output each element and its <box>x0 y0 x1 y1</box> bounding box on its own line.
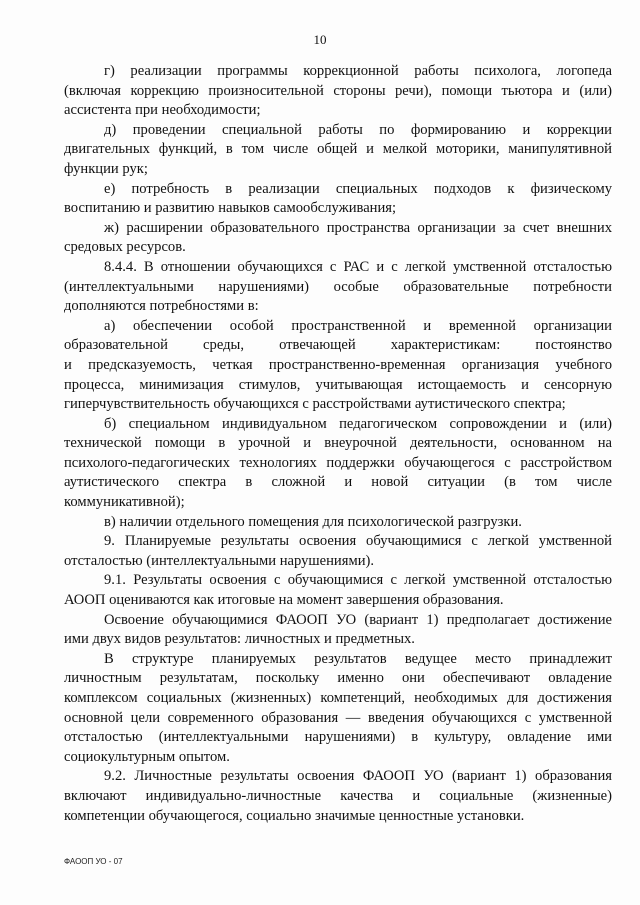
text-line: коммуникативной); <box>64 494 185 511</box>
paragraph-zh-space <box>64 219 612 258</box>
text-line: 9.2. Личностные результаты освоения ФАООП УО (вариант 1) образования <box>104 768 612 785</box>
text-line: дополняются потребностями в: <box>64 298 259 315</box>
text-line: 8.4.4. В отношении обучающихся с РАС и с легкой умственной отсталостью <box>104 258 612 275</box>
text-line: процесса, минимизация стимулов, учитывающая истощаемость и сенсорную <box>64 376 612 393</box>
text-line: 9. Планируемые результаты освоения обучающимися с легкой умственной <box>104 533 612 550</box>
text-line: ими двух видов результатов: личностных и предметных. <box>64 631 415 648</box>
text-line: (включая коррекцию произносительной стороны речи), помощи тьютора и (или) <box>64 82 612 99</box>
paragraph-g-correction <box>64 62 612 121</box>
text-line: (интеллектуальными нарушениями) особые образовательные потребности <box>64 278 612 295</box>
text-line: гиперчувствительность обучающихся с расстройствами аутистического спектра; <box>64 396 566 413</box>
paragraph-s-9-1 <box>64 571 612 610</box>
text-line: воспитанию и развитию навыков самообслуживания; <box>64 200 397 217</box>
text-line: компетенции обучающегося, социально значимые ценностные установки. <box>64 807 525 824</box>
paragraph-b-support <box>64 415 612 513</box>
page-number: 10 <box>313 32 327 47</box>
text-line: б) специальном индивидуальном педагогическом сопровождении и (или) <box>104 415 612 432</box>
paragraph-s-9-2 <box>64 767 612 826</box>
text-line: включают индивидуально-личностные качества и социальные (жизненные) <box>64 787 612 804</box>
text-line: отсталостью (интеллектуальными нарушениями). <box>64 552 375 569</box>
paragraph-structure <box>64 650 612 768</box>
paragraph-d-motor <box>64 121 612 180</box>
text-line: ж) расширении образовательного пространства организации за счет внешних <box>104 219 612 236</box>
text-line: основной цели современного образования — введения обучающихся с умственной <box>64 709 612 726</box>
text-line: ассистента при необходимости; <box>64 102 261 119</box>
text-line: средовых ресурсов. <box>64 239 186 256</box>
paragraph-mastery <box>64 611 612 650</box>
text-line: аутистического спектра в сложной и новой ситуации (в том числе <box>64 474 612 491</box>
text-line: технической помощи в урочной и внеурочной деятельности, основанном на <box>64 435 612 452</box>
text-line: в) наличии отдельного помещения для психологической разгрузки. <box>104 513 522 530</box>
text-line: двигательных функций, в том числе общей и мелкой моторики, манипулятивной <box>64 141 612 158</box>
paragraph-v-room <box>64 513 612 533</box>
text-line: психолого-педагогических технологиях поддержки обучающегося с расстройством <box>64 454 612 471</box>
document-body <box>64 62 612 826</box>
paragraph-s-9 <box>64 532 612 571</box>
text-line: социокультурным опытом. <box>64 748 230 765</box>
text-line: а) обеспечении особой пространственной и временной организации <box>104 317 612 334</box>
text-line: образовательной среды, отвечающей характеристикам: постоянство <box>64 337 612 354</box>
text-line: функции рук; <box>64 160 148 177</box>
text-line: В структуре планируемых результатов ведущее место принадлежит <box>104 650 612 667</box>
text-line: комплексом социальных (жизненных) компетенций, необходимых для достижения <box>64 690 612 706</box>
text-line: личностным результатам, поскольку именно они обеспечивают овладение <box>64 670 612 687</box>
text-line: и предсказуемость, четкая пространственно-временная организация учебного <box>64 356 612 373</box>
text-line: д) проведении специальной работы по формированию и коррекции <box>104 121 612 138</box>
text-line: е) потребность в реализации специальных подходов к физическому <box>104 180 612 197</box>
footer-code: ФАООП УО - 07 <box>64 857 123 866</box>
paragraph-e-physical <box>64 180 612 219</box>
paragraph-s-8-4-4 <box>64 258 612 317</box>
text-line: отсталостью (интеллектуальными нарушениями) в культуру, овладение ими <box>64 729 612 746</box>
paragraph-a-organization <box>64 317 612 415</box>
text-line: АООП оцениваются как итоговые на момент завершения образования. <box>64 592 504 609</box>
text-line: Освоение обучающимися ФАООП УО (вариант 1) предполагает достижение <box>104 611 612 628</box>
text-line: г) реализации программы коррекционной работы психолога, логопеда <box>104 63 612 79</box>
text-line: 9.1. Результаты освоения с обучающимися с легкой умственной отсталостью <box>104 572 612 589</box>
